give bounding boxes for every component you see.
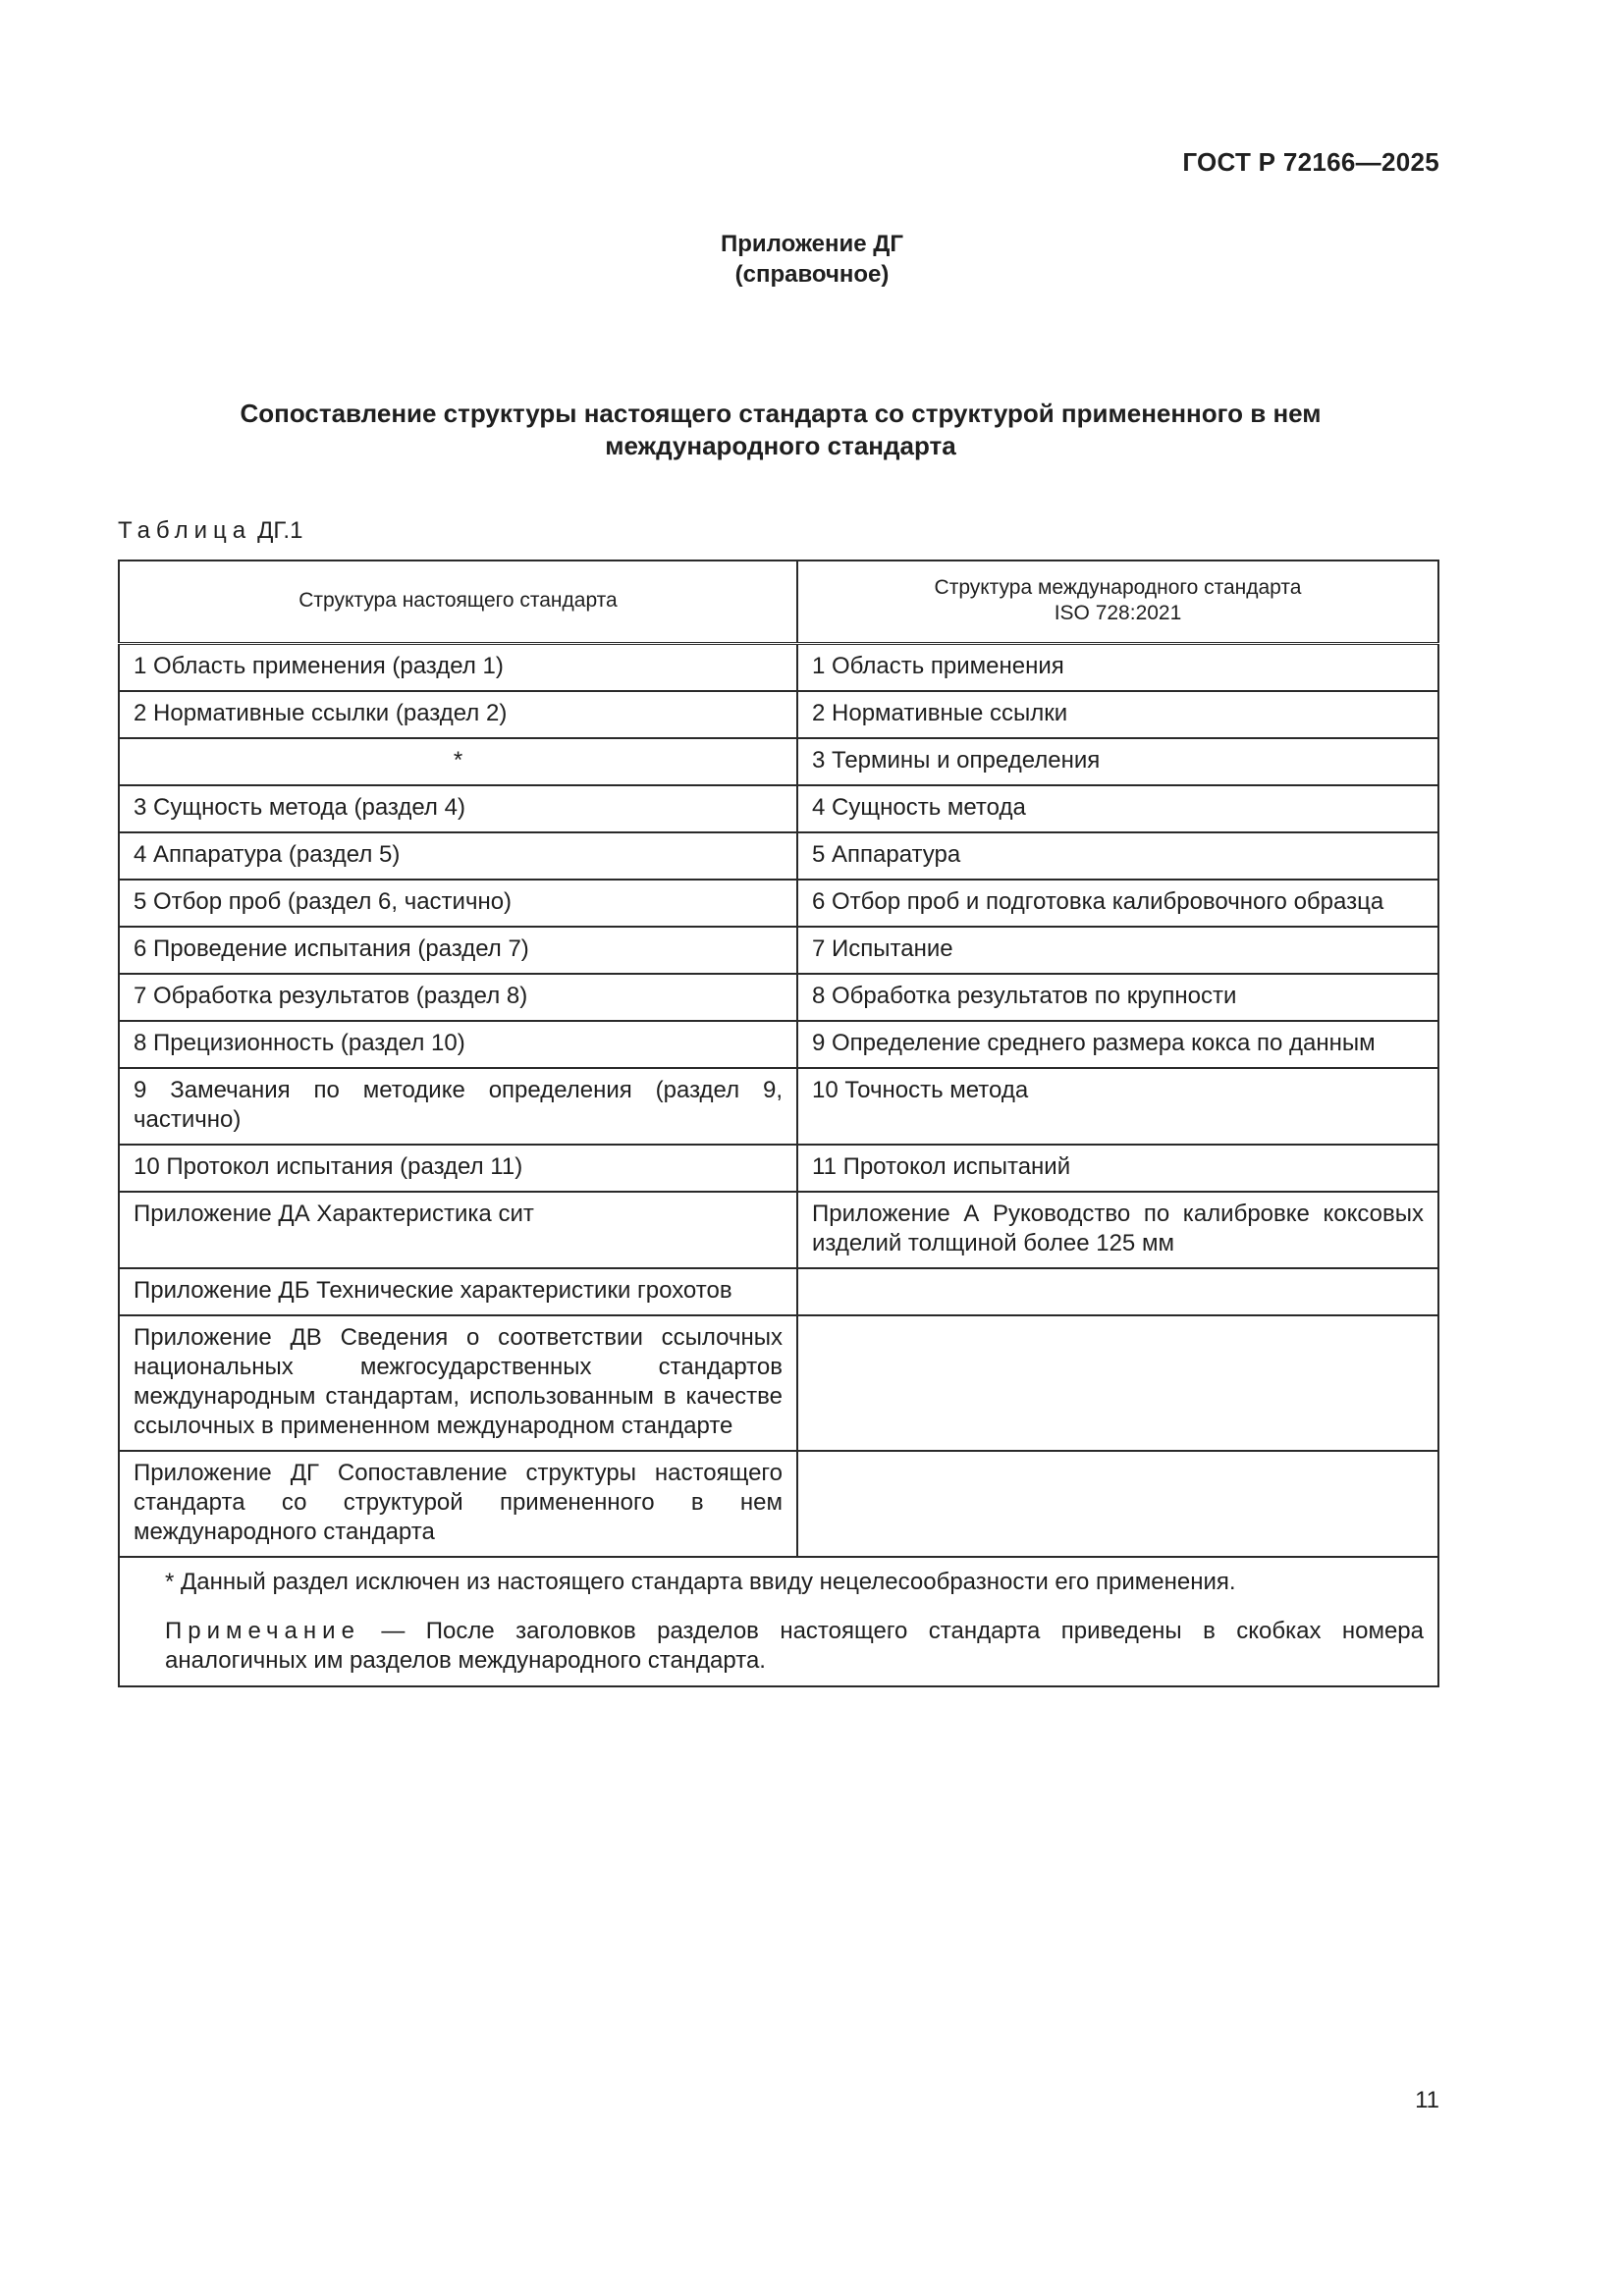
cell-current-excluded-marker: * [119,738,797,785]
table-row [119,1068,1438,1145]
cell-current: 10 Протокол испытания (раздел 11) [119,1145,797,1192]
table-note [134,1617,1424,1676]
cell-international-empty [797,1451,1438,1557]
cell-current: 9 Замечания по методике определения (раздел 9, частично) [119,1068,797,1145]
cell-international: 9 Определение среднего размера кокса по данным [797,1021,1438,1068]
table-label-word: Таблица [118,517,252,544]
table-label [118,517,302,545]
table-row [119,691,1438,738]
table-row [119,880,1438,927]
cell-current: Приложение ДА Характеристика сит [119,1192,797,1268]
cell-international: 7 Испытание [797,927,1438,974]
cell-current: 5 Отбор проб (раздел 6, частично) [119,880,797,927]
header-international-line-2: ISO 728:2021 [1054,602,1182,624]
cell-current: 6 Проведение испытания (раздел 7) [119,927,797,974]
table-row [119,1315,1438,1451]
section-title-line-1: Сопоставление структуры настоящего стандарта со структурой примененного в нем [240,399,1322,428]
table-row [119,974,1438,1021]
header-international-standard [797,561,1438,644]
table-row [119,644,1438,692]
comparison-table [118,560,1439,1687]
cell-international: 5 Аппаратура [797,832,1438,880]
cell-current: Приложение ДБ Технические характеристики грохотов [119,1268,797,1315]
cell-international: Приложение А Руководство по калибровке коксовых изделий толщиной более 125 мм [797,1192,1438,1268]
table-row [119,1451,1438,1557]
cell-current: 7 Обработка результатов (раздел 8) [119,974,797,1021]
cell-current: 3 Сущность метода (раздел 4) [119,785,797,832]
table-row [119,738,1438,785]
cell-current: Приложение ДГ Сопоставление структуры настоящего стандарта со структурой примененного в нем международного стандарта [119,1451,797,1557]
note-text: — После заголовков разделов настоящего стандарта приведены в скобках номера аналогичных им разделов международного стандарта. [165,1618,1424,1674]
annex-heading [0,229,1624,290]
annex-subtitle: (справочное) [734,261,890,288]
cell-current: 4 Аппаратура (раздел 5) [119,832,797,880]
cell-international: 11 Протокол испытаний [797,1145,1438,1192]
table-row [119,785,1438,832]
table-footer-row [119,1557,1438,1686]
cell-current: Приложение ДВ Сведения о соответствии ссылочных национальных межгосударственных стандартов международным стандартам, использованным в качестве ссылочных в примененном международном стандарте [119,1315,797,1451]
cell-international: 1 Область применения [797,644,1438,692]
table-row [119,927,1438,974]
cell-current: 8 Прецизионность (раздел 10) [119,1021,797,1068]
cell-current: 2 Нормативные ссылки (раздел 2) [119,691,797,738]
table-header-row [119,561,1438,644]
cell-international: 10 Точность метода [797,1068,1438,1145]
cell-international: 6 Отбор проб и подготовка калибровочного образца [797,880,1438,927]
cell-international: 3 Термины и определения [797,738,1438,785]
table-footnote: * Данный раздел исключен из настоящего стандарта ввиду нецелесообразности его применения. [165,1569,1236,1595]
cell-international: 8 Обработка результатов по крупности [797,974,1438,1021]
document-code: ГОСТ Р 72166—2025 [1182,147,1439,177]
cell-international-empty [797,1315,1438,1451]
cell-international: 4 Сущность метода [797,785,1438,832]
cell-international: 2 Нормативные ссылки [797,691,1438,738]
table-row [119,1145,1438,1192]
section-title [118,398,1443,462]
table-footer [119,1557,1438,1686]
note-label: Примечание [165,1618,360,1644]
table-row [119,1268,1438,1315]
cell-current: 1 Область применения (раздел 1) [119,644,797,692]
header-current-standard: Структура настоящего стандарта [119,561,797,644]
table-label-number: ДГ.1 [257,517,303,544]
cell-international-empty [797,1268,1438,1315]
table-row [119,832,1438,880]
table-row [119,1192,1438,1268]
header-international-line-1: Структура международного стандарта [934,576,1302,599]
section-title-line-2: международного стандарта [605,431,956,460]
table-row [119,1021,1438,1068]
annex-title: Приложение ДГ [721,231,903,257]
page-number: 11 [1415,2087,1439,2113]
